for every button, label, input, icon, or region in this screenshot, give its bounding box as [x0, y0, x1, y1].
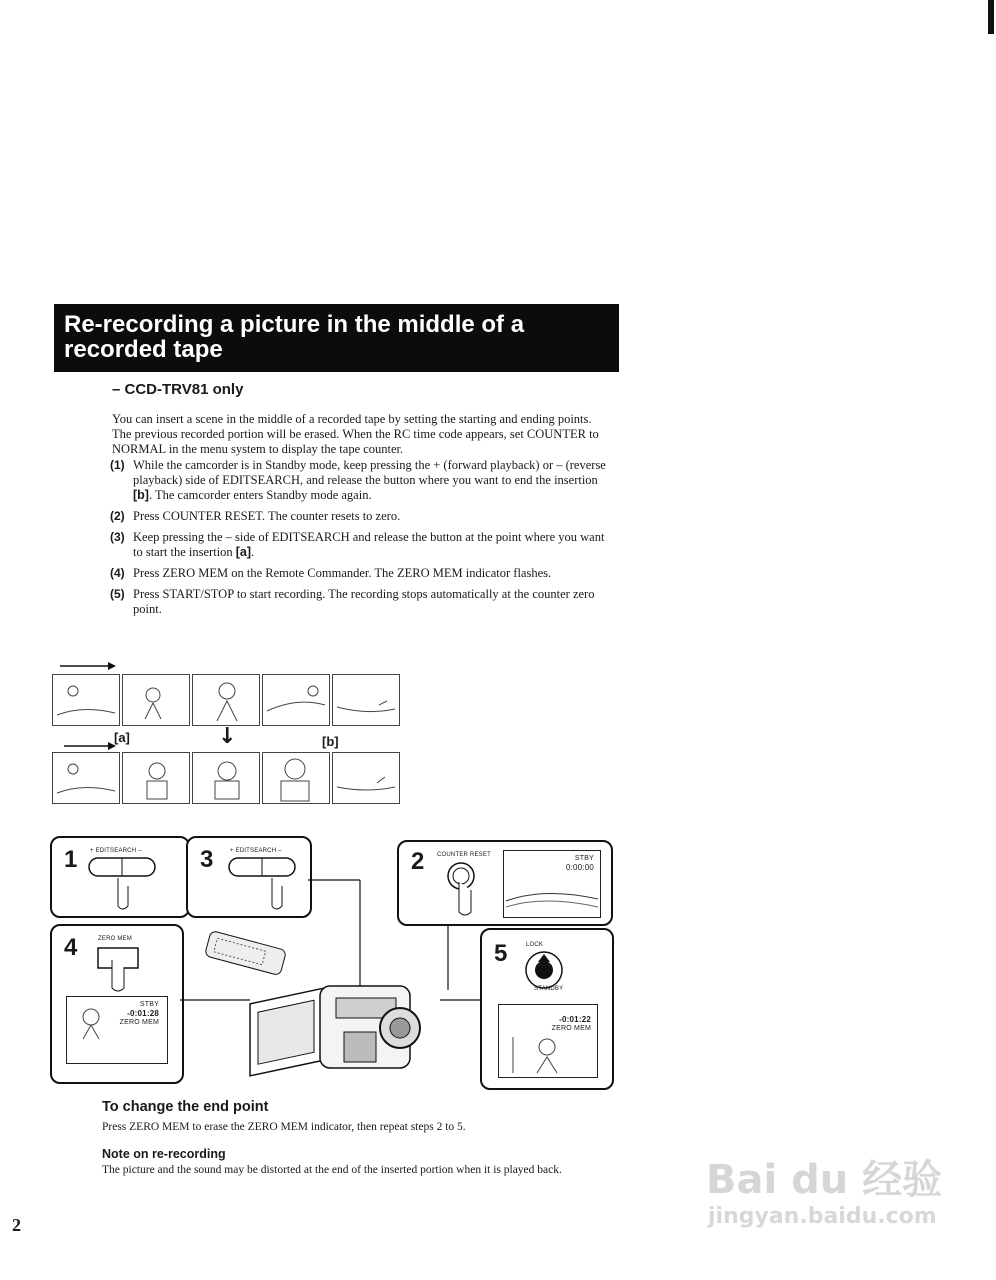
step-item: (5) Press START/STOP to start recording. The recording stops automatically at the counter zero point.: [110, 587, 595, 616]
panel-step-4: 4 ZERO MEM STBY -0:01:28 ZERO MEM: [50, 924, 184, 1084]
title-line-1: Re-recording a picture in the middle of a: [64, 311, 525, 338]
camcorder-illustration: [240, 972, 440, 1082]
panel-step-3: 3 + EDITSEARCH –: [186, 836, 312, 918]
panel-step-2: 2 COUNTER RESET STBY 0:00:00: [397, 840, 613, 926]
page-number: 2: [12, 1215, 21, 1235]
step-item: (2) Press COUNTER RESET. The counter resets to zero.: [110, 509, 401, 523]
label-b: [b]: [322, 734, 339, 749]
panel-step-5: 5 LOCK STANDBY -0:01:22 ZERO MEM: [480, 928, 614, 1090]
change-end-heading: To change the end point: [102, 1099, 269, 1115]
step-item: (1) While the camcorder is in Standby mode, keep pressing the + (forward playback) or – (reverse playback) side of EDITSEARCH, and release the button where you want to end the insertion [b]. The camcorder enters Standby mode again.: [110, 458, 606, 502]
step-item: (4) Press ZERO MEM on the Remote Commander. The ZERO MEM indicator flashes.: [110, 566, 552, 580]
title-line-2: recorded tape: [64, 336, 223, 363]
lcd-screen: STBY -0:01:28 ZERO MEM: [66, 996, 168, 1064]
note-heading: Note on re-recording: [102, 1147, 226, 1161]
change-end-text: Press ZERO MEM to erase the ZERO MEM indicator, then repeat steps 2 to 5.: [102, 1121, 466, 1133]
baidu-watermark-logo: Bai du 经验: [706, 1157, 943, 1203]
step-item: (3) Keep pressing the – side of EDITSEARCH and release the button at the point where you want to start the insertion [a].: [110, 530, 605, 559]
panel-step-1: 1 + EDITSEARCH –: [50, 836, 190, 918]
note-text: The picture and the sound may be distorted at the end of the inserted portion when it is played back.: [102, 1164, 562, 1176]
start-stop-button-icon: [518, 944, 578, 994]
label-a: [a]: [114, 730, 130, 745]
model-subtitle: – CCD-TRV81 only: [112, 381, 244, 398]
baidu-watermark-url: jingyan.baidu.com: [708, 1204, 937, 1229]
scan-edge-mark: [988, 0, 994, 34]
lcd-screen: -0:01:22 ZERO MEM: [498, 1004, 598, 1078]
intro-paragraph: You can insert a scene in the middle of a recorded tape by setting the starting and ending points. The previous recorded portion will be erased. When the RC time code appears, set COUNTER to NORMAL in the menu system to display the tape counter.: [112, 412, 599, 456]
down-arrow-icon: ↓: [218, 724, 237, 749]
lcd-screen: STBY 0:00:00: [503, 850, 601, 918]
